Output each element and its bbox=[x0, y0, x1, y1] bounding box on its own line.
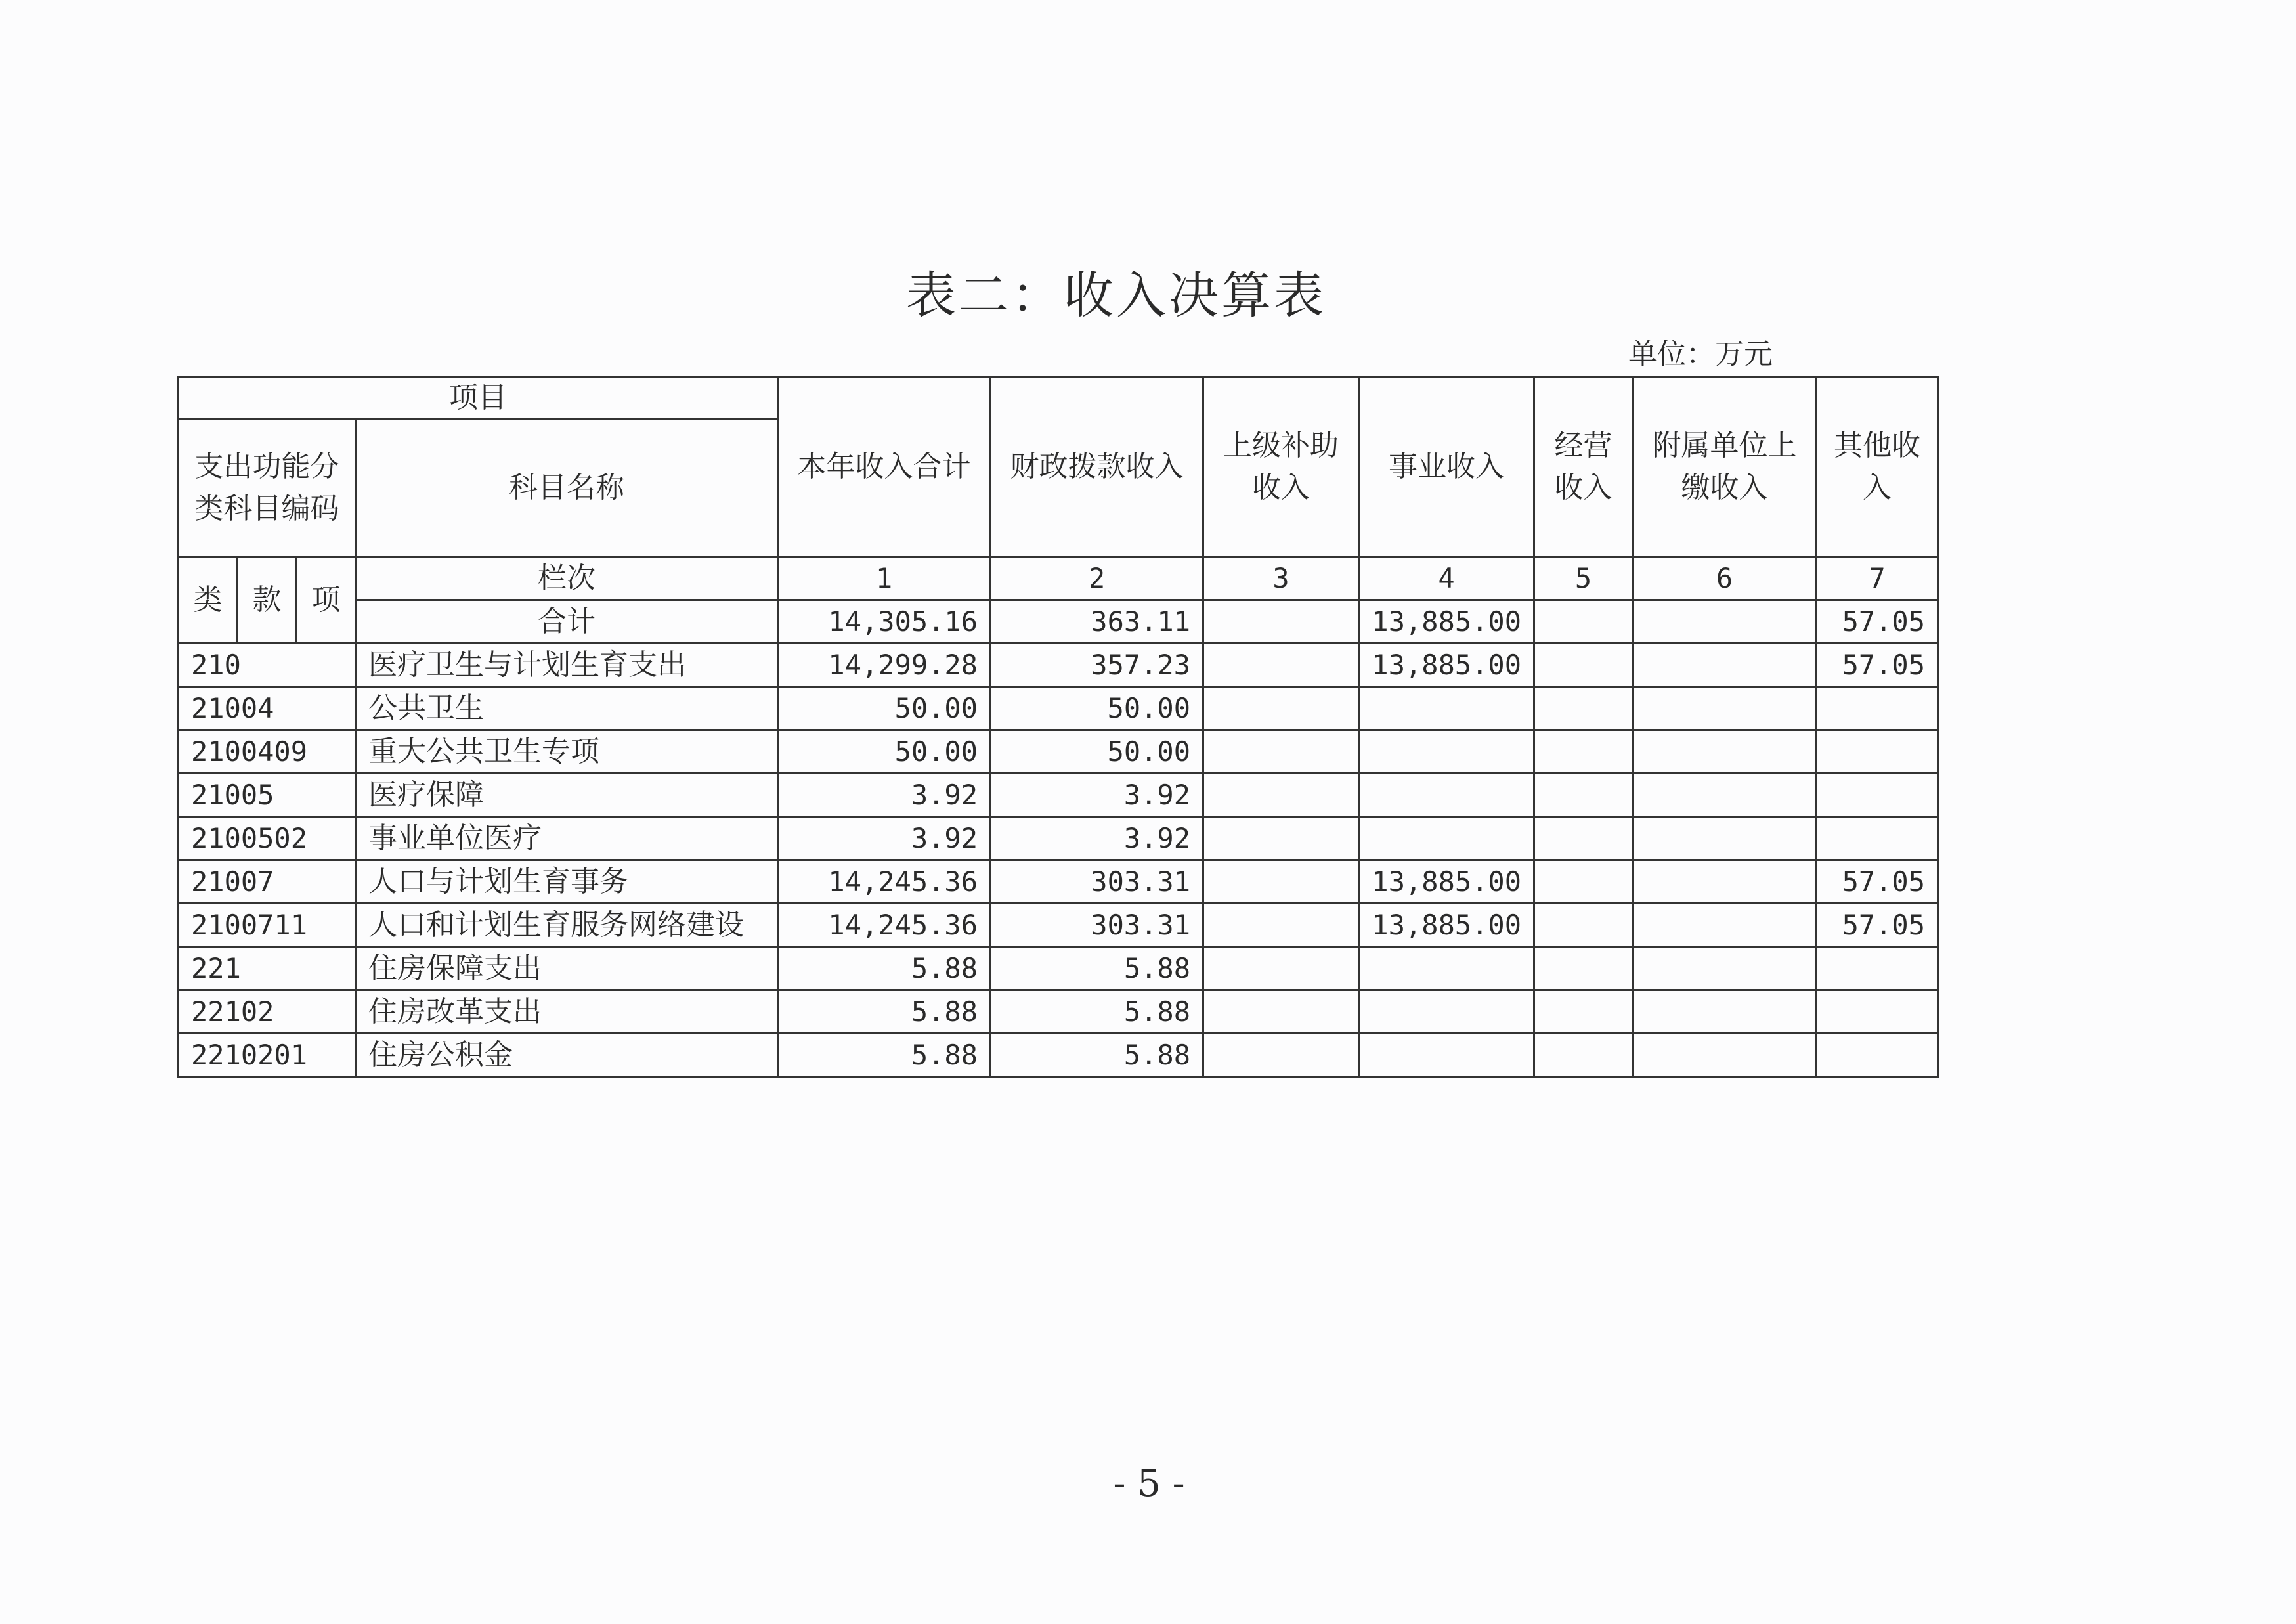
header-col1: 本年收入合计 bbox=[778, 377, 991, 557]
row-c1: 3.92 bbox=[778, 774, 991, 817]
row-c4: 13,885.00 bbox=[1359, 860, 1534, 904]
header-col4: 事业收入 bbox=[1359, 377, 1534, 557]
row-c2: 5.88 bbox=[991, 947, 1203, 990]
row-code: 2100409 bbox=[179, 730, 356, 774]
income-table bbox=[177, 376, 1939, 1078]
row-c7 bbox=[1817, 730, 1938, 774]
total-c2: 363.11 bbox=[991, 600, 1203, 644]
row-c4 bbox=[1359, 730, 1534, 774]
row-c1: 50.00 bbox=[778, 687, 991, 730]
row-c1: 5.88 bbox=[778, 1034, 991, 1077]
row-c4 bbox=[1359, 1034, 1534, 1077]
row-c7: 57.05 bbox=[1817, 860, 1938, 904]
header-col7: 其他收入 bbox=[1817, 377, 1938, 557]
row-c4 bbox=[1359, 947, 1534, 990]
row-c4 bbox=[1359, 990, 1534, 1034]
total-c7: 57.05 bbox=[1817, 600, 1938, 644]
row-c3 bbox=[1203, 774, 1359, 817]
row-code: 210 bbox=[179, 644, 356, 687]
row-name: 人口和计划生育服务网络建设 bbox=[356, 904, 778, 947]
row-c6 bbox=[1633, 817, 1817, 860]
row-c1: 5.88 bbox=[778, 947, 991, 990]
row-c5 bbox=[1534, 990, 1633, 1034]
row-name: 医疗保障 bbox=[356, 774, 778, 817]
row-c3 bbox=[1203, 990, 1359, 1034]
col-number-7: 7 bbox=[1817, 557, 1938, 600]
row-c2: 303.31 bbox=[991, 860, 1203, 904]
row-name: 住房保障支出 bbox=[356, 947, 778, 990]
row-c6 bbox=[1633, 904, 1817, 947]
row-code: 21005 bbox=[179, 774, 356, 817]
row-c7: 57.05 bbox=[1817, 904, 1938, 947]
table-row bbox=[179, 687, 1938, 730]
row-code: 21004 bbox=[179, 687, 356, 730]
row-c2: 3.92 bbox=[991, 774, 1203, 817]
row-c5 bbox=[1534, 904, 1633, 947]
page-title: 表二：收入决算表 bbox=[906, 266, 1326, 324]
row-c6 bbox=[1633, 1034, 1817, 1077]
row-c7 bbox=[1817, 947, 1938, 990]
row-c3 bbox=[1203, 817, 1359, 860]
row-c7 bbox=[1817, 1034, 1938, 1077]
col-number-3: 3 bbox=[1203, 557, 1359, 600]
row-c1: 14,299.28 bbox=[778, 644, 991, 687]
row-c6 bbox=[1633, 990, 1817, 1034]
header-row-lanci bbox=[179, 557, 1938, 600]
row-c5 bbox=[1534, 947, 1633, 990]
row-c5 bbox=[1534, 1034, 1633, 1077]
table-row bbox=[179, 817, 1938, 860]
row-c3 bbox=[1203, 687, 1359, 730]
row-code: 21007 bbox=[179, 860, 356, 904]
row-c5 bbox=[1534, 644, 1633, 687]
row-c6 bbox=[1633, 687, 1817, 730]
total-c6 bbox=[1633, 600, 1817, 644]
header-code-group: 支出功能分类科目编码 bbox=[179, 419, 356, 557]
row-c2: 50.00 bbox=[991, 687, 1203, 730]
row-c5 bbox=[1534, 687, 1633, 730]
row-name: 重大公共卫生专项 bbox=[356, 730, 778, 774]
row-c6 bbox=[1633, 947, 1817, 990]
table-row bbox=[179, 730, 1938, 774]
total-c4: 13,885.00 bbox=[1359, 600, 1534, 644]
header-item: 项目 bbox=[179, 377, 778, 419]
col-number-4: 4 bbox=[1359, 557, 1534, 600]
row-c2: 5.88 bbox=[991, 990, 1203, 1034]
header-col6: 附属单位上缴收入 bbox=[1633, 377, 1817, 557]
total-c1: 14,305.16 bbox=[778, 600, 991, 644]
header-lei: 类 bbox=[179, 557, 238, 644]
table-row bbox=[179, 860, 1938, 904]
unit-label: 单位：万元 bbox=[1628, 338, 1773, 371]
row-c3 bbox=[1203, 1034, 1359, 1077]
row-c2: 357.23 bbox=[991, 644, 1203, 687]
header-lanci: 栏次 bbox=[356, 557, 778, 600]
row-c2: 5.88 bbox=[991, 1034, 1203, 1077]
header-col2: 财政拨款收入 bbox=[991, 377, 1203, 557]
row-c3 bbox=[1203, 730, 1359, 774]
row-code: 2210201 bbox=[179, 1034, 356, 1077]
total-row bbox=[179, 600, 1938, 644]
table-row bbox=[179, 947, 1938, 990]
table-row bbox=[179, 904, 1938, 947]
row-c3 bbox=[1203, 860, 1359, 904]
header-xiang: 项 bbox=[297, 557, 356, 644]
row-c4: 13,885.00 bbox=[1359, 904, 1534, 947]
row-c2: 50.00 bbox=[991, 730, 1203, 774]
row-c7: 57.05 bbox=[1817, 644, 1938, 687]
row-code: 221 bbox=[179, 947, 356, 990]
table-row bbox=[179, 1034, 1938, 1077]
row-c6 bbox=[1633, 730, 1817, 774]
row-c2: 3.92 bbox=[991, 817, 1203, 860]
row-c1: 14,245.36 bbox=[778, 904, 991, 947]
row-name: 住房改革支出 bbox=[356, 990, 778, 1034]
row-c6 bbox=[1633, 774, 1817, 817]
table-row bbox=[179, 774, 1938, 817]
table-body bbox=[179, 377, 1938, 1077]
row-c7 bbox=[1817, 990, 1938, 1034]
row-c1: 5.88 bbox=[778, 990, 991, 1034]
row-c6 bbox=[1633, 860, 1817, 904]
row-c1: 50.00 bbox=[778, 730, 991, 774]
header-col3: 上级补助收入 bbox=[1203, 377, 1359, 557]
row-c4 bbox=[1359, 817, 1534, 860]
col-number-6: 6 bbox=[1633, 557, 1817, 600]
col-number-1: 1 bbox=[778, 557, 991, 600]
total-c5 bbox=[1534, 600, 1633, 644]
row-code: 2100711 bbox=[179, 904, 356, 947]
row-code: 2100502 bbox=[179, 817, 356, 860]
col-number-2: 2 bbox=[991, 557, 1203, 600]
row-c4: 13,885.00 bbox=[1359, 644, 1534, 687]
row-code: 22102 bbox=[179, 990, 356, 1034]
row-c3 bbox=[1203, 947, 1359, 990]
page-number: - 5 - bbox=[1113, 1462, 1185, 1505]
row-c3 bbox=[1203, 644, 1359, 687]
header-row-1 bbox=[179, 377, 1938, 419]
row-name: 公共卫生 bbox=[356, 687, 778, 730]
row-c5 bbox=[1534, 817, 1633, 860]
row-c4 bbox=[1359, 687, 1534, 730]
total-label: 合计 bbox=[356, 600, 778, 644]
row-name: 事业单位医疗 bbox=[356, 817, 778, 860]
row-c2: 303.31 bbox=[991, 904, 1203, 947]
row-c1: 14,245.36 bbox=[778, 860, 991, 904]
row-name: 住房公积金 bbox=[356, 1034, 778, 1077]
row-c7 bbox=[1817, 774, 1938, 817]
row-c5 bbox=[1534, 860, 1633, 904]
table-row bbox=[179, 644, 1938, 687]
total-c3 bbox=[1203, 600, 1359, 644]
row-name: 人口与计划生育事务 bbox=[356, 860, 778, 904]
row-c1: 3.92 bbox=[778, 817, 991, 860]
row-c3 bbox=[1203, 904, 1359, 947]
row-name: 医疗卫生与计划生育支出 bbox=[356, 644, 778, 687]
col-number-5: 5 bbox=[1534, 557, 1633, 600]
row-c7 bbox=[1817, 687, 1938, 730]
row-c7 bbox=[1817, 817, 1938, 860]
header-kuan: 款 bbox=[238, 557, 297, 644]
row-c5 bbox=[1534, 774, 1633, 817]
table-row bbox=[179, 990, 1938, 1034]
header-col5: 经营收入 bbox=[1534, 377, 1633, 557]
row-c5 bbox=[1534, 730, 1633, 774]
row-c6 bbox=[1633, 644, 1817, 687]
header-name: 科目名称 bbox=[356, 419, 778, 557]
row-c4 bbox=[1359, 774, 1534, 817]
